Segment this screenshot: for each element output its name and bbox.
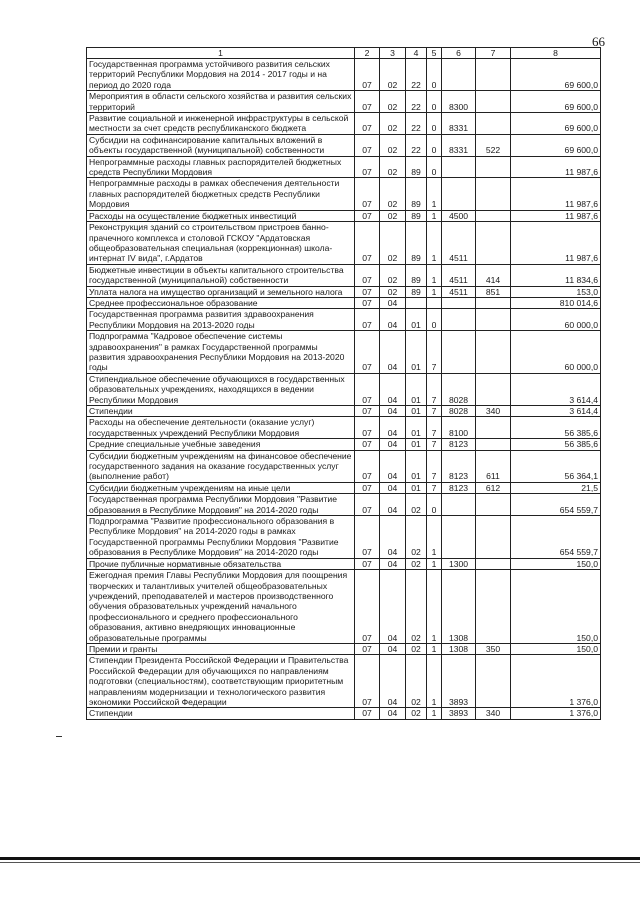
section-code-cell: 07: [355, 59, 380, 91]
program-code-cell: 02: [406, 643, 427, 654]
article-code-cell: [442, 178, 476, 210]
subsection-code-cell: 04: [380, 558, 406, 569]
subsection-code-cell: 04: [380, 516, 406, 559]
amount-cell: 11 987,6: [511, 222, 601, 265]
program-code-cell: 01: [406, 373, 427, 405]
subsection-code-cell: 04: [380, 643, 406, 654]
subsection-code-cell: 04: [380, 494, 406, 516]
subprogram-code-cell: 7: [427, 417, 442, 439]
row-name-cell: Субсидии бюджетным учреждениям на иные цели: [87, 482, 355, 493]
bottom-border-line: [0, 857, 640, 860]
subsection-code-cell: 04: [380, 570, 406, 644]
subsection-code-cell: 02: [380, 156, 406, 178]
table-row: [87, 297, 601, 308]
expense-type-code-cell: [476, 113, 511, 135]
subprogram-code-cell: 0: [427, 113, 442, 135]
table-row: [87, 113, 601, 135]
expense-type-code-cell: [476, 516, 511, 559]
subsection-code-cell: 02: [380, 113, 406, 135]
amount-cell: 11 834,6: [511, 264, 601, 286]
section-code-cell: 07: [355, 91, 380, 113]
program-code-cell: 89: [406, 222, 427, 265]
program-code-cell: 02: [406, 708, 427, 719]
table-row: [87, 450, 601, 482]
column-header-2: 2: [355, 48, 380, 59]
section-code-cell: 07: [355, 417, 380, 439]
subsection-code-cell: 04: [380, 708, 406, 719]
expense-type-code-cell: 611: [476, 450, 511, 482]
column-header-1: 1: [87, 48, 355, 59]
column-header-3: 3: [380, 48, 406, 59]
program-code-cell: 89: [406, 286, 427, 297]
amount-cell: 69 600,0: [511, 113, 601, 135]
expense-type-code-cell: [476, 309, 511, 331]
amount-cell: 810 014,6: [511, 297, 601, 308]
table-row: [87, 178, 601, 210]
amount-cell: 654 559,7: [511, 516, 601, 559]
expense-type-code-cell: [476, 558, 511, 569]
row-name-cell: Государственная программа Республики Мордовия "Развитие образования в Республике Мордовия" на 2014-2020 годы: [87, 494, 355, 516]
column-header-5: 5: [427, 48, 442, 59]
section-code-cell: 07: [355, 134, 380, 156]
subprogram-code-cell: 1: [427, 570, 442, 644]
expense-type-code-cell: [476, 210, 511, 221]
amount-cell: 150,0: [511, 643, 601, 654]
expense-type-code-cell: 522: [476, 134, 511, 156]
table-row: [87, 91, 601, 113]
program-code-cell: 89: [406, 156, 427, 178]
table-row: [87, 417, 601, 439]
table-row: [87, 708, 601, 719]
table-row: [87, 309, 601, 331]
program-code-cell: 01: [406, 331, 427, 374]
subprogram-code-cell: 1: [427, 264, 442, 286]
expense-type-code-cell: 340: [476, 406, 511, 417]
subprogram-code-cell: 1: [427, 286, 442, 297]
expense-type-code-cell: [476, 655, 511, 708]
amount-cell: 1 376,0: [511, 655, 601, 708]
expense-type-code-cell: 851: [476, 286, 511, 297]
expense-type-code-cell: [476, 91, 511, 113]
column-header-6: 6: [442, 48, 476, 59]
subprogram-code-cell: 1: [427, 655, 442, 708]
article-code-cell: 4511: [442, 286, 476, 297]
section-code-cell: 07: [355, 286, 380, 297]
subprogram-code-cell: 0: [427, 91, 442, 113]
article-code-cell: [442, 309, 476, 331]
expense-type-code-cell: [476, 417, 511, 439]
table-row: [87, 134, 601, 156]
section-code-cell: 07: [355, 655, 380, 708]
row-name-cell: Бюджетные инвестиции в объекты капитального строительства государственной (муниципальной) собственности: [87, 264, 355, 286]
expense-type-code-cell: [476, 570, 511, 644]
program-code-cell: 89: [406, 264, 427, 286]
amount-cell: 654 559,7: [511, 494, 601, 516]
subprogram-code-cell: 1: [427, 222, 442, 265]
section-code-cell: 07: [355, 210, 380, 221]
table-row: [87, 156, 601, 178]
program-code-cell: 01: [406, 406, 427, 417]
table-row: [87, 439, 601, 450]
subprogram-code-cell: 0: [427, 309, 442, 331]
section-code-cell: 07: [355, 643, 380, 654]
program-code-cell: 89: [406, 178, 427, 210]
subprogram-code-cell: 7: [427, 450, 442, 482]
expense-type-code-cell: 350: [476, 643, 511, 654]
section-code-cell: 07: [355, 297, 380, 308]
program-code-cell: 01: [406, 482, 427, 493]
table-row: [87, 643, 601, 654]
program-code-cell: 02: [406, 558, 427, 569]
column-header-8: 8: [511, 48, 601, 59]
subsection-code-cell: 04: [380, 655, 406, 708]
row-name-cell: Непрограммные расходы главных распорядителей бюджетных средств Республики Мордовия: [87, 156, 355, 178]
subsection-code-cell: 04: [380, 297, 406, 308]
section-code-cell: 07: [355, 331, 380, 374]
amount-cell: 3 614,4: [511, 406, 601, 417]
amount-cell: 60 000,0: [511, 331, 601, 374]
table-row: [87, 494, 601, 516]
row-name-cell: Ежегодная премия Главы Республики Мордовия для поощрения творческих и талантливых учителей общеобразовательных учреждений, преподавателей и мастеров производственного обучения образовательных учреждений начального профессионального и среднего профессионального образования, активно внедряющих инновационные образовательные программы: [87, 570, 355, 644]
article-code-cell: [442, 494, 476, 516]
section-code-cell: 07: [355, 439, 380, 450]
amount-cell: 150,0: [511, 558, 601, 569]
row-name-cell: Подпрограмма "Кадровое обеспечение системы здравоохранения" в рамках Государственной программы развития здравоохранения Республики Мордовия на 2013-2020 годы: [87, 331, 355, 374]
program-code-cell: 01: [406, 450, 427, 482]
row-name-cell: Стипендиальное обеспечение обучающихся в государственных образовательных учреждениях, находящихся в ведении Республики Мордовия: [87, 373, 355, 405]
subsection-code-cell: 04: [380, 406, 406, 417]
amount-cell: 3 614,4: [511, 373, 601, 405]
row-name-cell: Уплата налога на имущество организаций и земельного налога: [87, 286, 355, 297]
subsection-code-cell: 04: [380, 373, 406, 405]
amount-cell: 60 000,0: [511, 309, 601, 331]
article-code-cell: [442, 156, 476, 178]
margin-mark: [56, 736, 62, 737]
table-row: [87, 59, 601, 91]
row-name-cell: Государственная программа развития здравоохранения Республики Мордовия на 2013-2020 годы: [87, 309, 355, 331]
article-code-cell: 4511: [442, 222, 476, 265]
expense-type-code-cell: 612: [476, 482, 511, 493]
expense-type-code-cell: [476, 439, 511, 450]
subprogram-code-cell: [427, 297, 442, 308]
table-row: [87, 222, 601, 265]
amount-cell: 56 385,6: [511, 439, 601, 450]
expense-type-code-cell: [476, 222, 511, 265]
subprogram-code-cell: 0: [427, 156, 442, 178]
article-code-cell: 8331: [442, 113, 476, 135]
page-number: 66: [592, 34, 605, 49]
table-row: [87, 373, 601, 405]
subprogram-code-cell: 1: [427, 516, 442, 559]
article-code-cell: [442, 59, 476, 91]
row-name-cell: Среднее профессиональное образование: [87, 297, 355, 308]
row-name-cell: Государственная программа устойчивого развития сельских территорий Республики Мордовия на 2014 - 2017 годы и на период до 2020 года: [87, 59, 355, 91]
program-code-cell: 22: [406, 91, 427, 113]
row-name-cell: Стипендии: [87, 406, 355, 417]
section-code-cell: 07: [355, 406, 380, 417]
column-header-4: 4: [406, 48, 427, 59]
program-code-cell: 02: [406, 655, 427, 708]
subsection-code-cell: 04: [380, 450, 406, 482]
article-code-cell: 3893: [442, 708, 476, 719]
section-code-cell: 07: [355, 482, 380, 493]
subprogram-code-cell: 7: [427, 439, 442, 450]
table-row: [87, 558, 601, 569]
program-code-cell: 02: [406, 570, 427, 644]
article-code-cell: 8100: [442, 417, 476, 439]
section-code-cell: 07: [355, 264, 380, 286]
section-code-cell: 07: [355, 309, 380, 331]
program-code-cell: 01: [406, 439, 427, 450]
subsection-code-cell: 04: [380, 482, 406, 493]
subsection-code-cell: 02: [380, 222, 406, 265]
subprogram-code-cell: 1: [427, 210, 442, 221]
subsection-code-cell: 04: [380, 309, 406, 331]
article-code-cell: [442, 516, 476, 559]
amount-cell: 150,0: [511, 570, 601, 644]
subsection-code-cell: 02: [380, 178, 406, 210]
column-header-7: 7: [476, 48, 511, 59]
amount-cell: 11 987,6: [511, 178, 601, 210]
program-code-cell: 02: [406, 516, 427, 559]
subsection-code-cell: 02: [380, 59, 406, 91]
article-code-cell: 1300: [442, 558, 476, 569]
table-row: [87, 655, 601, 708]
section-code-cell: 07: [355, 373, 380, 405]
amount-cell: 153,0: [511, 286, 601, 297]
article-code-cell: 4500: [442, 210, 476, 221]
section-code-cell: 07: [355, 450, 380, 482]
amount-cell: 1 376,0: [511, 708, 601, 719]
subprogram-code-cell: 0: [427, 59, 442, 91]
table-row: [87, 516, 601, 559]
amount-cell: 11 987,6: [511, 210, 601, 221]
subsection-code-cell: 02: [380, 134, 406, 156]
amount-cell: 56 385,6: [511, 417, 601, 439]
subprogram-code-cell: 1: [427, 643, 442, 654]
amount-cell: 69 600,0: [511, 134, 601, 156]
subprogram-code-cell: 0: [427, 494, 442, 516]
article-code-cell: 1308: [442, 570, 476, 644]
article-code-cell: 1308: [442, 643, 476, 654]
table-row: [87, 570, 601, 644]
program-code-cell: 02: [406, 494, 427, 516]
section-code-cell: 07: [355, 494, 380, 516]
row-name-cell: Мероприятия в области сельского хозяйства и развития сельских территорий: [87, 91, 355, 113]
section-code-cell: 07: [355, 558, 380, 569]
subsection-code-cell: 04: [380, 439, 406, 450]
expense-type-code-cell: [476, 297, 511, 308]
article-code-cell: 8123: [442, 450, 476, 482]
row-name-cell: Стипендии: [87, 708, 355, 719]
article-code-cell: [442, 297, 476, 308]
row-name-cell: Расходы на обеспечение деятельности (оказание услуг) государственных учреждений Республики Мордовия: [87, 417, 355, 439]
subprogram-code-cell: 0: [427, 134, 442, 156]
amount-cell: 11 987,6: [511, 156, 601, 178]
expense-type-code-cell: [476, 494, 511, 516]
amount-cell: 69 600,0: [511, 59, 601, 91]
subprogram-code-cell: 7: [427, 373, 442, 405]
row-name-cell: Развитие социальной и инженерной инфраструктуры в сельской местности за счет средств республиканского бюджета: [87, 113, 355, 135]
subsection-code-cell: 02: [380, 264, 406, 286]
section-code-cell: 07: [355, 222, 380, 265]
article-code-cell: 8123: [442, 439, 476, 450]
table-row: [87, 331, 601, 374]
row-name-cell: Непрограммные расходы в рамках обеспечения деятельности главных распорядителей бюджетных средств Республики Мордовия: [87, 178, 355, 210]
article-code-cell: 8028: [442, 373, 476, 405]
subsection-code-cell: 04: [380, 417, 406, 439]
section-code-cell: 07: [355, 516, 380, 559]
article-code-cell: [442, 331, 476, 374]
expense-type-code-cell: 414: [476, 264, 511, 286]
row-name-cell: Субсидии на софинансирование капитальных вложений в объекты государственной (муниципальной) собственности: [87, 134, 355, 156]
subprogram-code-cell: 1: [427, 178, 442, 210]
section-code-cell: 07: [355, 178, 380, 210]
bottom-border-line-thin: [0, 862, 640, 863]
program-code-cell: [406, 297, 427, 308]
subsection-code-cell: 02: [380, 210, 406, 221]
expense-type-code-cell: [476, 373, 511, 405]
program-code-cell: 89: [406, 210, 427, 221]
table-header-row: [87, 48, 601, 59]
program-code-cell: 22: [406, 113, 427, 135]
subprogram-code-cell: 7: [427, 331, 442, 374]
article-code-cell: 3893: [442, 655, 476, 708]
table-row: [87, 286, 601, 297]
expense-type-code-cell: 340: [476, 708, 511, 719]
article-code-cell: 8300: [442, 91, 476, 113]
row-name-cell: Премии и гранты: [87, 643, 355, 654]
section-code-cell: 07: [355, 708, 380, 719]
program-code-cell: 01: [406, 417, 427, 439]
subsection-code-cell: 04: [380, 331, 406, 374]
expense-type-code-cell: [476, 331, 511, 374]
article-code-cell: 8123: [442, 482, 476, 493]
amount-cell: 69 600,0: [511, 91, 601, 113]
subsection-code-cell: 02: [380, 286, 406, 297]
program-code-cell: 22: [406, 59, 427, 91]
section-code-cell: 07: [355, 156, 380, 178]
subprogram-code-cell: 7: [427, 406, 442, 417]
amount-cell: 56 364,1: [511, 450, 601, 482]
row-name-cell: Стипендии Президента Российской Федерации и Правительства Российской Федерации для обучающихся по направлениям подготовки (специальностям), соответствующим приоритетным направлениям модернизации и технологического развития экономики Российской Федерации: [87, 655, 355, 708]
row-name-cell: Субсидии бюджетным учреждениям на финансовое обеспечение государственного задания на оказание государственных услуг (выполнение работ): [87, 450, 355, 482]
row-name-cell: Подпрограмма "Развитие профессионального образования в Республике Мордовия" на 2014-2020 годы в рамках Государственной программы Республики Мордовия "Развитие образования в Республике Мордовия" на 2014-2020 годы: [87, 516, 355, 559]
article-code-cell: 8028: [442, 406, 476, 417]
article-code-cell: 4511: [442, 264, 476, 286]
row-name-cell: Средние специальные учебные заведения: [87, 439, 355, 450]
table-row: [87, 482, 601, 493]
amount-cell: 21,5: [511, 482, 601, 493]
table-row: [87, 264, 601, 286]
section-code-cell: 07: [355, 570, 380, 644]
subprogram-code-cell: 1: [427, 558, 442, 569]
program-code-cell: 22: [406, 134, 427, 156]
subprogram-code-cell: 1: [427, 708, 442, 719]
subprogram-code-cell: 7: [427, 482, 442, 493]
table-row: [87, 210, 601, 221]
row-name-cell: Расходы на осуществление бюджетных инвестиций: [87, 210, 355, 221]
table-body: [87, 59, 601, 720]
article-code-cell: 8331: [442, 134, 476, 156]
section-code-cell: 07: [355, 113, 380, 135]
program-code-cell: 01: [406, 309, 427, 331]
expense-type-code-cell: [476, 59, 511, 91]
subsection-code-cell: 02: [380, 91, 406, 113]
row-name-cell: Реконструкция зданий со строительством пристроев банно-прачечного комплекса и столовой ГСКОУ "Ардатовская общеобразовательная специальная (коррекционная) школа-интернат IV вида", г.Ардатов: [87, 222, 355, 265]
budget-table: [86, 47, 601, 720]
expense-type-code-cell: [476, 156, 511, 178]
row-name-cell: Прочие публичные нормативные обязательства: [87, 558, 355, 569]
table-row: [87, 406, 601, 417]
expense-type-code-cell: [476, 178, 511, 210]
